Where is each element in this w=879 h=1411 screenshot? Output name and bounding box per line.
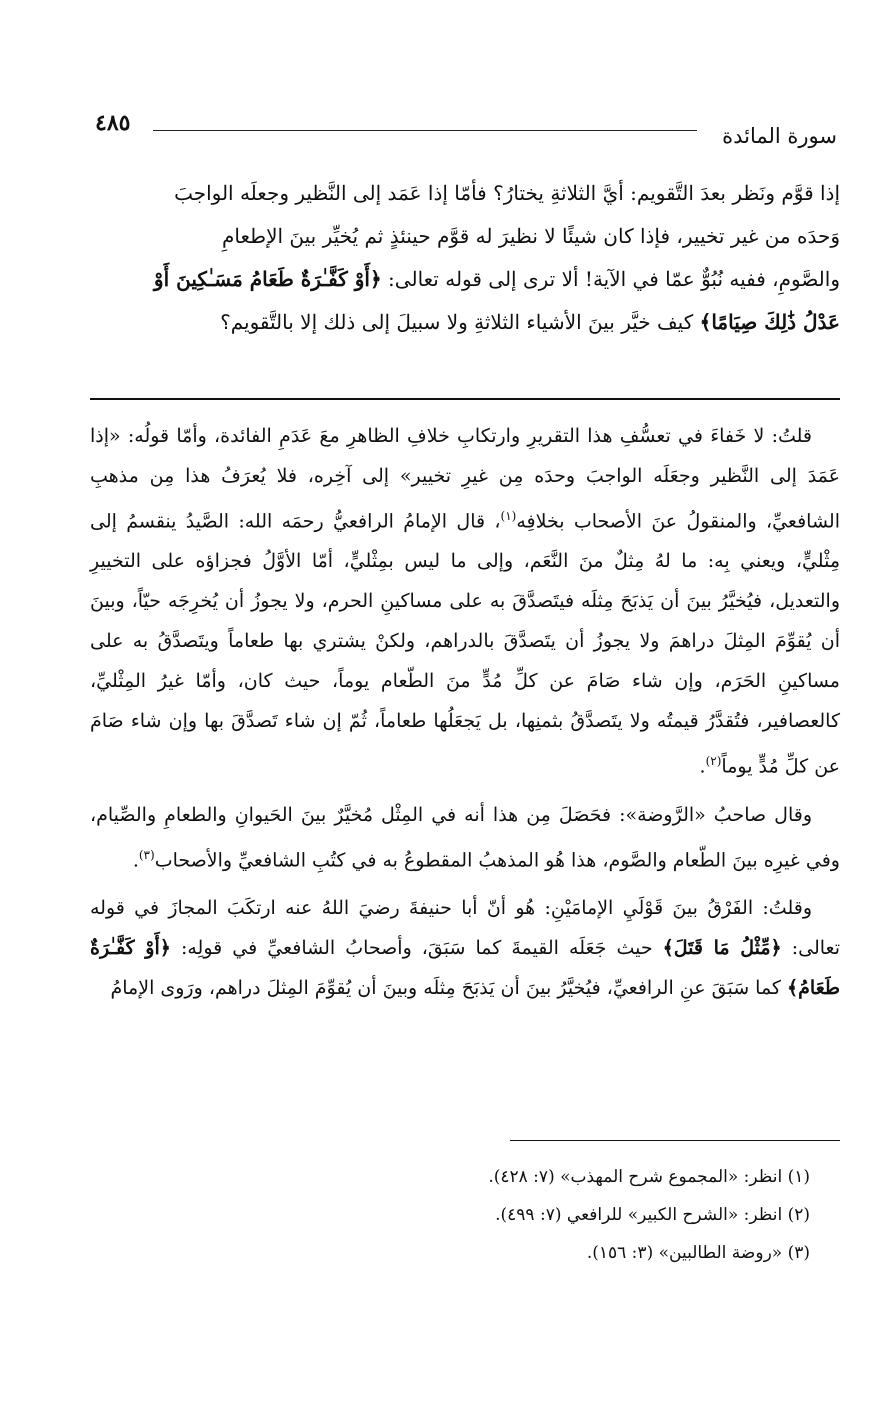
footnote-marker: (١)	[500, 509, 517, 523]
page-header	[95, 108, 837, 152]
commentary-paragraph: وقلتُ: الفَرْقُ بينَ قَوْلَيِ الإمامَيْنِ: هُو أنّ أبا حنيفةَ رضيَ اللهُ عنه ارتكَبَ المجازَ في قوله تعالى: ﴿مِّثْلُ مَا قَتَلَ﴾ حيث جَعَلَه القيمةَ كما سَبَقَ، وأصحابُ الشافعيِّ في قولِه: ﴿أَوْ كَفَّـٰرَةٌ طَعَامُ﴾ كما سَبَقَ عنِ الرافعيِّ، فيُخيَّرُ بينَ أن يَذبَحَ مِثلَه وبينَ أن يُقوِّمَ المِثلَ دراهم، ورَوى الإمامُ	[90, 896, 841, 999]
surah-title: سورة المائدة	[722, 124, 837, 148]
footnote: (٢) انظر: «الشرح الكبير» للرافعي (٧: ٤٩٩).	[495, 1205, 810, 1225]
footnotes-block	[90, 1158, 810, 1272]
quran-quote: ﴿أَوْ كَفَّـٰرَةٌ طَعَامُ﴾	[90, 936, 840, 999]
main-text-line: عَدْلُ ذَٰلِكَ صِيَامًا﴾ كيف خيَّر بينَ الأشياء الثلاثةِ ولا سبيلَ إلى ذلك إلا بالتَّقويم؟	[220, 310, 840, 334]
footnote-marker: (٢)	[705, 754, 722, 769]
commentary-paragraph: قلتُ: لا خَفاءَ في تعسُّفِ هذا التقريرِ وارتكابِ خلافِ الظاهرِ معَ عَدَمِ الفائدة، وأمّا قولُه: «إذا عَمَدَ إلى النَّظير وجعَلَه الواجبَ وحدَه مِن غيرِ تخيير» إلى آخِره، فلا يُعرَفُ هذا مِن مذهبِ الشافعيِّ، والمنقولُ عنَ الأصحاب بخلافِه$^{(١)}$، قال الإمامُ الرافعيُّ رحمَه الله: الصَّيدُ ينقسمُ إلى مِثْليٍّ، ويعني بِه: ما لهُ مِثلٌ منَ النَّعَم، وإلى ما ليس بمِثْليٍّ، أمّا الأوَّلُ فجزاؤه على التخييرِ والتعديل، فيُخيَّرُ بينَ أن يَذبَحَ مِثلَه فيتَصدَّقَ به على مساكينِ الحرم، ولا يجوزُ أن يُخرِجَه حيّاً، وبينَ أن يُقوِّمَ المِثلَ دراهمَ ولا يجوزُ أن يتَصدَّقَ بالدراهم، ولكنْ يشتري بها طعاماً ويتَصدَّقُ به على مساكينِ الحَرَم، وإن شاء صَامَ عن كلِّ مُدٍّ منَ الطّعام يوماً، حيث كان، وأمّا غيرُ المِثْليِّ، كالعصافير، فتُقدَّرُ قيمتُه ولا يتَصدَّقُ بثمنِها، بل يَجعَلُها طعاماً، ثُمّ إن شاء تَصدَّقَ بها وإن شاء صَامَ عن كلِّ مُدٍّ يوماً$^{(٢)}$.	[90, 425, 840, 778]
footnote-marker: (٣)	[138, 847, 155, 862]
commentary-block	[90, 416, 840, 1016]
footnote: (٣) «روضة الطالبين» (٣: ١٥٦).	[586, 1243, 810, 1263]
main-text-line: والصَّومِ، ففيه نُبُوٌّ عمّا في الآية! ألا ترى إلى قوله تعالى: ﴿أَوْ كَفَّـٰرَةٌ طَعَامُ مَسَـٰكِينَ أَوْ	[153, 267, 840, 291]
footnote-rule	[510, 1140, 840, 1141]
main-text-block	[90, 172, 840, 344]
footnote: (١) انظر: «المجموع شرح المهذب» (٧: ٤٢٨).	[488, 1167, 810, 1187]
main-commentary-separator	[90, 398, 840, 400]
quran-quote: ﴿مِّثْلُ مَا قَتَلَ﴾	[662, 936, 782, 959]
quran-quote: ﴿أَوْ كَفَّـٰرَةٌ طَعَامُ مَسَـٰكِينَ أَوْ	[153, 267, 382, 291]
commentary-paragraph: وقال صاحبُ «الرَّوضة»: فحَصَلَ مِن هذا أنه في المِثْل مُخيَّرٌ بينَ الحَيوانِ والطعامِ والصِّيام، وفي غيرِه بينَ الطّعام والصَّوم، هذا هُو المذهبُ المقطوعُ به في كتُبِ الشافعيِّ والأصحاب$^{(٣)}$.	[90, 803, 840, 871]
main-text-line: وَحدَه من غير تخيير، فإذا كان شيئًا لا نظيرَ له قوَّم حينئذٍ ثم يُخيِّر بينَ الإطعامِ	[222, 224, 840, 248]
main-text-line: إذا قوَّم ونَظر بعدَ التَّقويم: أيَّ الثلاثةِ يختارُ؟ فأمّا إذا عَمَد إلى النَّظير وجعلَه الواجبَ	[174, 181, 840, 205]
quran-quote: عَدْلُ ذَٰلِكَ صِيَامًا﴾	[699, 310, 840, 334]
header-rule	[153, 130, 697, 131]
page-number: ٤٨٥	[95, 110, 131, 136]
